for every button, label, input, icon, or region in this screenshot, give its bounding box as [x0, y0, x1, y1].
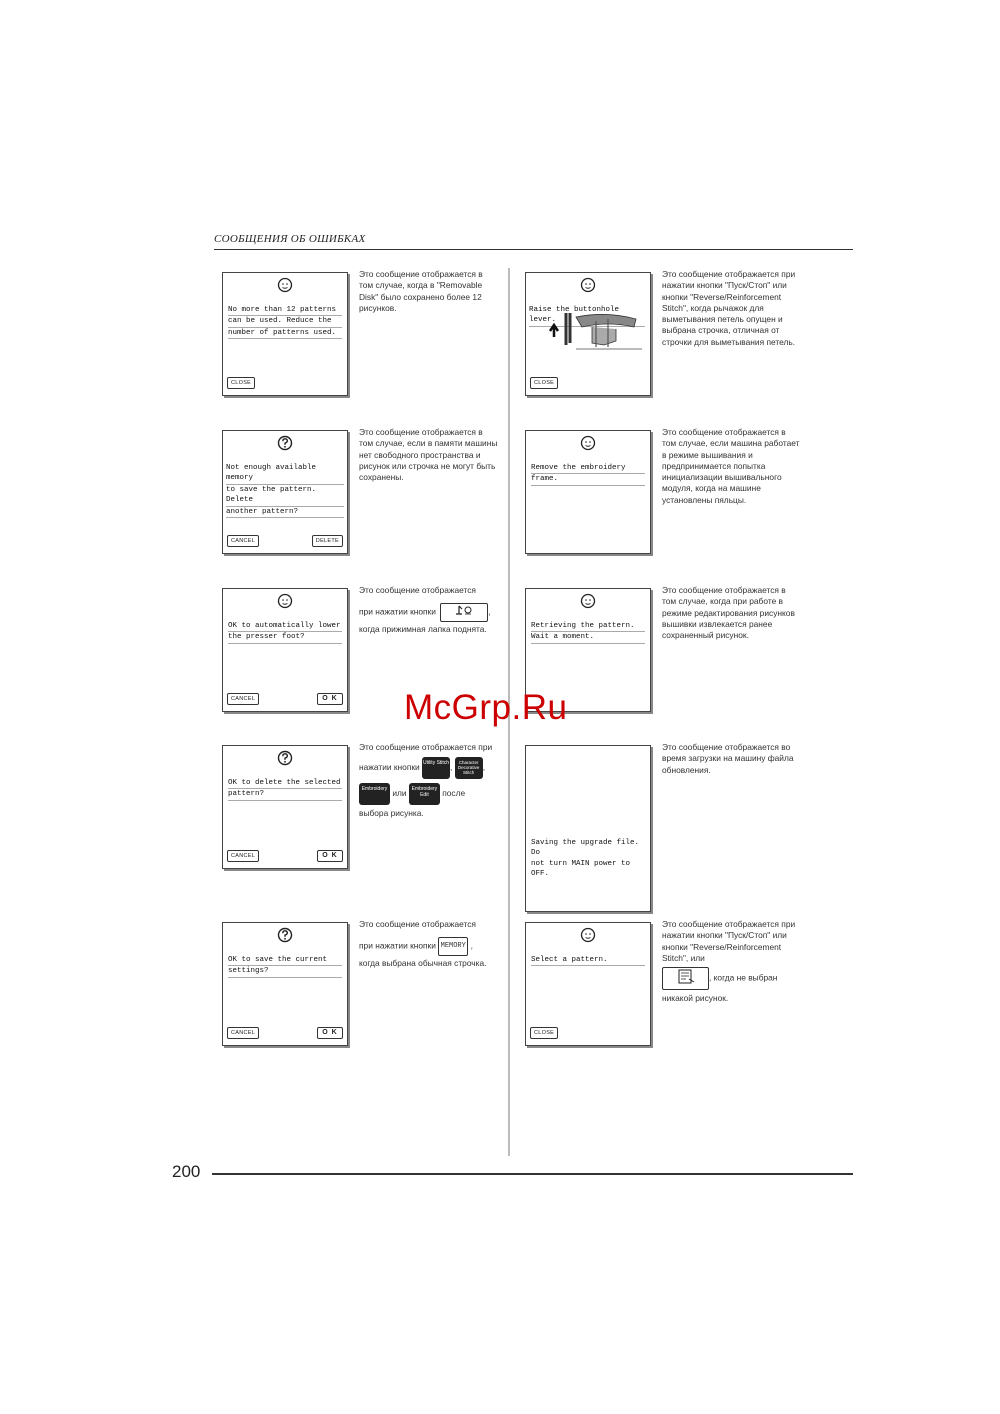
description-text: Это сообщение отображается во время загрузки на машину файла обновления.: [662, 742, 794, 775]
utility-stitch-key: Utility Stitch: [422, 757, 450, 779]
ok-button[interactable]: O K: [317, 850, 343, 862]
screen-message: Remove the embroidery frame.: [531, 452, 645, 496]
error-screen-delete-pattern: [222, 745, 348, 869]
cancel-button[interactable]: CANCEL: [227, 850, 259, 862]
screen-message: OK to automatically lower the presser foot?: [228, 610, 342, 654]
close-button[interactable]: CLOSE: [227, 377, 255, 389]
page-number: 200: [172, 1162, 201, 1181]
face-icon: [277, 593, 293, 609]
description-text: Это сообщение отображается в том случае, когда в "Removable Disk" было сохранено более 12 рисунков.: [359, 269, 483, 313]
face-icon: [580, 435, 596, 451]
error-screen-too-many-patterns: [222, 272, 348, 396]
screen-message: OK to delete the selected pattern?: [228, 767, 342, 811]
pattern-sheet-icon: [674, 968, 698, 985]
presser-foot-icon: [449, 604, 479, 618]
screen-message: Retrieving the pattern. Wait a moment.: [531, 610, 645, 654]
error-screen-raise-buttonhole-lever: [525, 272, 651, 396]
ok-button[interactable]: O K: [317, 1027, 343, 1039]
question-icon: [277, 435, 293, 451]
error-screen-remove-embroidery-frame: [525, 430, 651, 554]
message-screen-saving-upgrade: [525, 745, 651, 912]
face-icon: [277, 277, 293, 293]
question-icon: [277, 750, 293, 766]
section-title: СООБЩЕНИЯ ОБ ОШИБКАХ: [214, 233, 366, 245]
ok-button[interactable]: O K: [317, 693, 343, 705]
header-rule: [214, 249, 853, 250]
memory-key: MEMORY: [438, 937, 468, 956]
presser-foot-lifter-key: [440, 603, 488, 622]
screen-message: OK to save the current settings?: [228, 944, 342, 988]
description-text: Это сообщение отображается при нажатии кнопки "Пуск/Стоп" или кнопки "Reverse/Reinforcement Stitch", когда рычажок для выметывания петель опущен и выбрана строчка, отличная от строчки для выметывания петель.: [662, 269, 796, 347]
face-icon: [580, 277, 596, 293]
close-button[interactable]: CLOSE: [530, 377, 558, 389]
delete-button[interactable]: DELETE: [312, 535, 343, 547]
error-screen-select-pattern: [525, 922, 651, 1046]
close-button[interactable]: CLOSE: [530, 1027, 558, 1039]
description-text: Это сообщение отображается при нажатии кнопки "Пуск/Стоп" или кнопки "Reverse/Reinforcement Stitch", или , когда не выбран никакой рисунок.: [662, 919, 796, 1004]
error-screen-not-enough-memory: [222, 430, 348, 554]
description-text: Это сообщение отображается при нажатии кнопки Utility Stitch, Character Decorative Stitch, Embroidery или Embroidery Edit после выбора рисунка.: [359, 742, 493, 819]
question-icon: [277, 927, 293, 943]
embroidery-key: Embroidery: [359, 783, 390, 805]
error-screen-save-settings: [222, 922, 348, 1046]
pattern-key: [662, 967, 709, 990]
error-screen-lower-presser-foot: [222, 588, 348, 712]
character-decorative-stitch-key: Character Decorative Stitch: [455, 757, 483, 779]
face-icon: [580, 927, 596, 943]
description-text: Это сообщение отображается при нажатии кнопки MEMORY , когда выбрана обычная строчка.: [359, 919, 487, 969]
cancel-button[interactable]: CANCEL: [227, 535, 259, 547]
description-text: Это сообщение отображается в том случае, если в памяти машины нет свободного пространства и рисунок или строчка не могут быть сохранены.: [359, 427, 498, 483]
buttonhole-lever-illustration: [546, 307, 646, 355]
description-text: Это сообщение отображается в том случае, если машина работает в режиме вышивания и предпринимается попытка инициализации вышивального модуля, когда на машине установлены пяльцы.: [662, 427, 800, 505]
description-text: Это сообщение отображается при нажатии кнопки , когда прижимная лапка поднята.: [359, 585, 491, 635]
screen-message: Select a pattern.: [531, 944, 645, 977]
description-text: Это сообщение отображается в том случае, когда при работе в режиме редактирования рисунков вышивки извлекается ранее сохраненный рисунок.: [662, 585, 795, 641]
screen-message: Not enough available memory to save the pattern. Delete another pattern?: [226, 452, 344, 529]
cancel-button[interactable]: CANCEL: [227, 1027, 259, 1039]
screen-message: No more than 12 patterns can be used. Reduce the number of patterns used.: [228, 294, 342, 350]
screen-message: Raise the buttonhole lever.: [529, 294, 645, 337]
embroidery-edit-key: Embroidery Edit: [409, 783, 440, 805]
screen-message: Saving the upgrade file. Do not turn MAIN power to OFF.: [531, 838, 640, 878]
cancel-button[interactable]: CANCEL: [227, 693, 259, 705]
footer-rule: [212, 1173, 853, 1175]
watermark-text: McGrp.Ru: [404, 688, 568, 727]
face-icon: [580, 593, 596, 609]
